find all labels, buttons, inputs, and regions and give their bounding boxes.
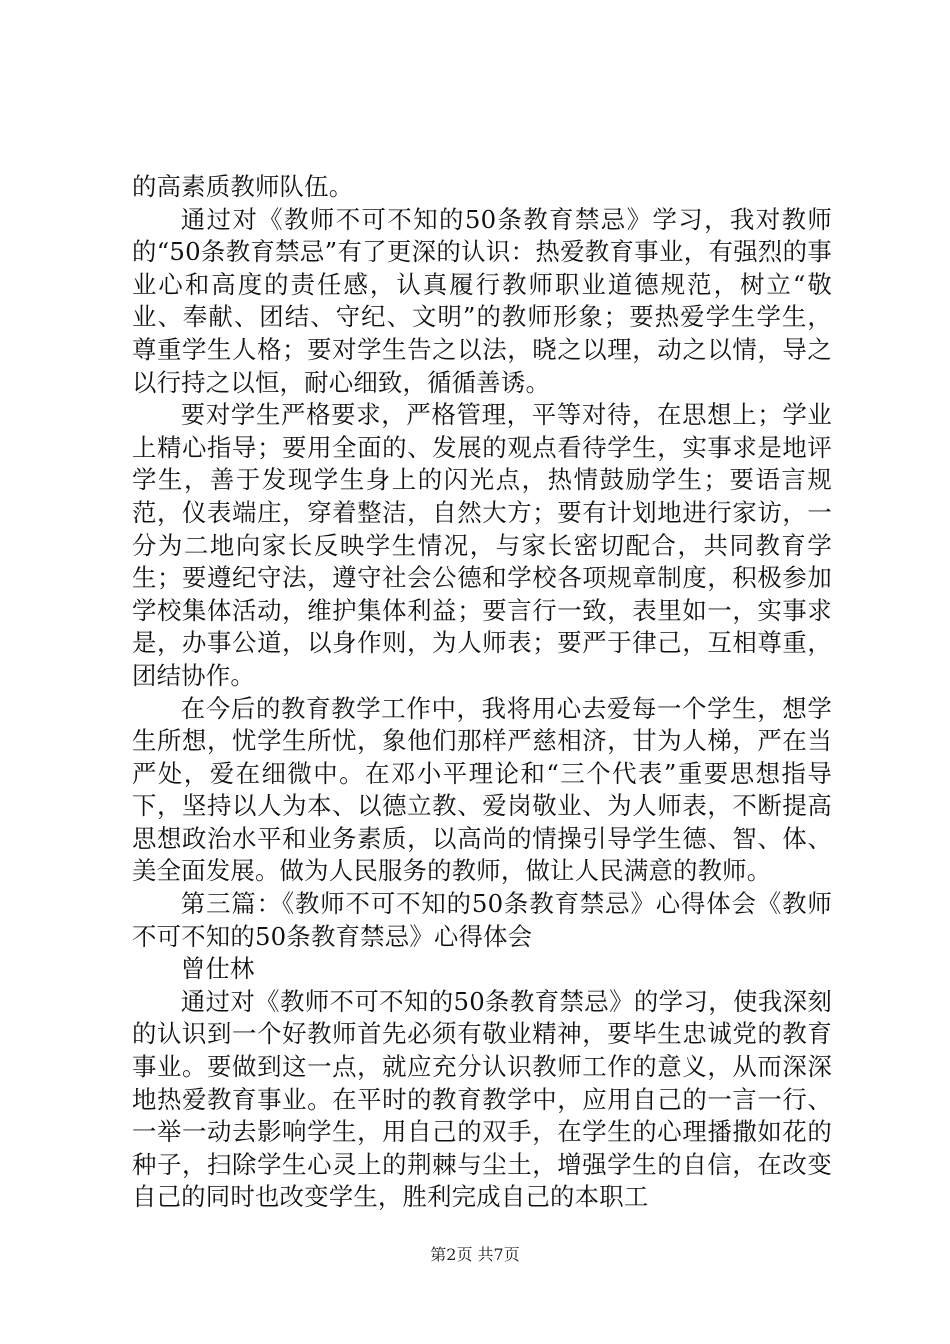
paragraph: 通过对《教师不可不知的50条教育禁忌》的学习，使我深刻的认识到一个好教师首先必须有敬业精神，要毕生忠诚党的教育事业。要做到这一点，就应充分认识教师工作的意义，从而深深地热爱教育事业。在平时的教育教学中，应用自己的一言一行、一举一动去影响学生，用自己的双手，在学生的心理播撒如花的种子，扫除学生心灵上的荆棘与尘土，增强学生的自信，在改变自己的同时也改变学生，胜利完成自己的本职工 (132, 986, 832, 1212)
document-body (132, 171, 832, 1214)
section-heading: 第三篇：《教师不可不知的50条教育禁忌》心得体会《教师不可不知的50条教育禁忌》心得体会 (132, 889, 832, 951)
paragraph: 通过对《教师不可不知的50条教育禁忌》学习，我对教师的“50条教育禁忌”有了更深的认识：热爱教育事业，有强烈的事业心和高度的责任感，认真履行教师职业道德规范，树立“敬业、奉献、团结、守纪、文明”的教师形象；要热爱学生学生，尊重学生人格；要对学生告之以法，晓之以理，动之以情，导之以行持之以恒，耐心细致，循循善诱。 (132, 204, 832, 397)
author-name: 曾仕林 (180, 954, 255, 984)
paragraph: 在今后的教育教学工作中，我将用心去爱每一个学生，想学生所想，忧学生所忧，象他们那样严慈相济，甘为人梯，严在当严处，爱在细微中。在邓小平理论和“三个代表”重要思想指导下，坚持以人为本、以德立教、爱岗敬业、为人师表，不断提高思想政治水平和业务素质，以高尚的情操引导学生德、智、体、美全面发展。做为人民服务的教师，做让人民满意的教师。 (132, 693, 832, 886)
paragraph-continuation: 的高素质教师队伍。 (132, 172, 354, 201)
paragraph: 要对学生严格要求，严格管理，平等对待，在思想上；学业上精心指导；要用全面的、发展的观点看待学生，实事求是地评学生，善于发现学生身上的闪光点，热情鼓励学生；要语言规范，仪表端庄，穿着整洁，自然大方；要有计划地进行家访，一分为二地向家长反映学生情况，与家长密切配合，共同教育学生；要遵纪守法，遵守社会公德和学校各项规章制度，积极参加学校集体活动，维护集体利益；要言行一致，表里如一，实事求是，办事公道，以身作则，为人师表；要严于律己，互相尊重，团结协作。 (132, 400, 832, 690)
page-number: 第2页 共7页 (430, 1245, 520, 1264)
